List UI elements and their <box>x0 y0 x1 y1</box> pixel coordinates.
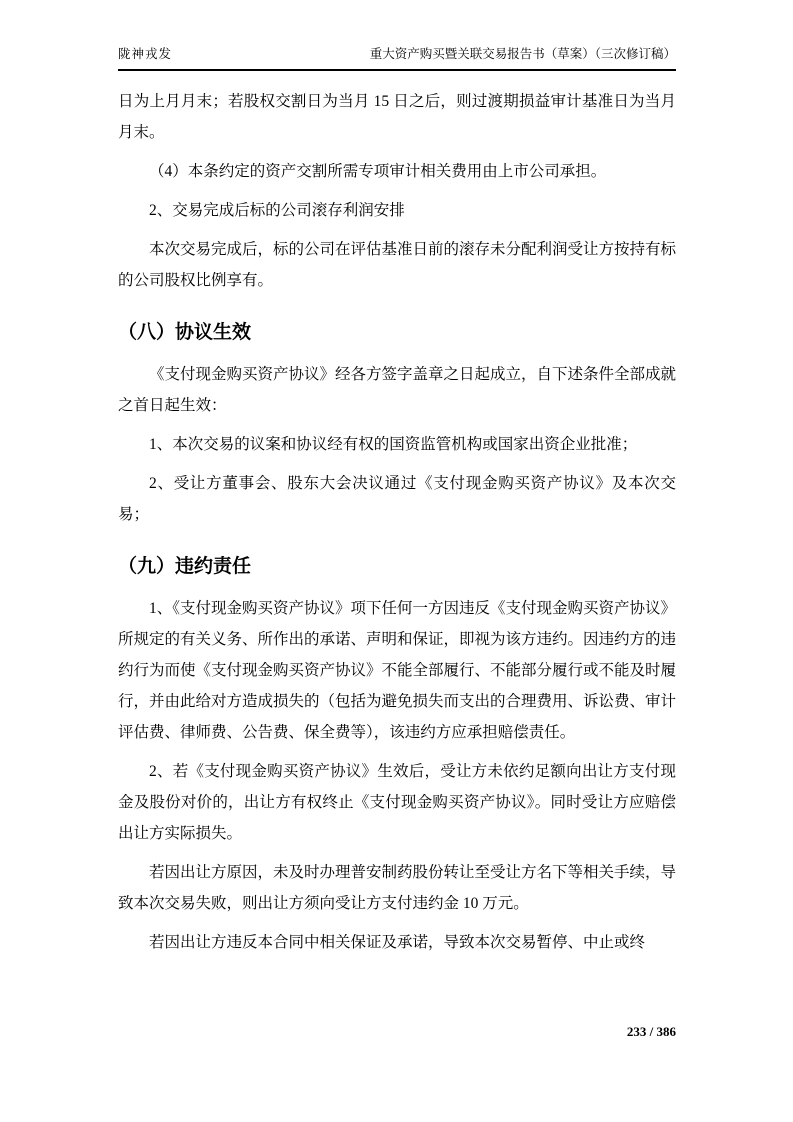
paragraph: 2、受让方董事会、股东大会决议通过《支付现金购买资产协议》及本次交易； <box>118 475 676 523</box>
page-header <box>118 46 676 71</box>
section-heading: （八）协议生效 <box>118 322 252 343</box>
header-company-name: 陇神戎发 <box>118 47 173 61</box>
paragraph: 1、《支付现金购买资产协议》项下任何一方因违反《支付现金购买资产协议》所规定的有关义务、所作出的承诺、声明和保证，即视为该方违约。因违约方的违约行为而使《支付现金购买资产协议》不能全部履行、不能部分履行或不能及时履行，并由此给对方造成损失的（包括为避免损失而支出的合理费用、诉讼费、审计评估费、律师费、公告费、保全费等），该违约方应承担赔偿责任。 <box>118 600 677 741</box>
paragraph: （4）本条约定的资产交割所需专项审计相关费用由上市公司承担。 <box>149 163 607 180</box>
paragraph: 若因出让方原因，未及时办理普安制药股份转让至受让方名下等相关手续，导致本次交易失败，则出让方须向受让方支付违约金 10 万元。 <box>118 864 677 912</box>
paragraph: 《支付现金购买资产协议》经各方签字盖章之日起成立，自下述条件全部成就之首日起生效： <box>118 366 677 414</box>
page-number: 233 / 386 <box>626 1024 676 1039</box>
paragraph: 2、交易完成后标的公司滚存利润安排 <box>149 202 405 219</box>
paragraph: 2、若《支付现金购买资产协议》生效后，受让方未依约足额向出让方支付现金及股份对价的，出让方有权终止《支付现金购买资产协议》。同时受让方应赔偿出让方实际损失。 <box>118 763 676 842</box>
header-document-title: 重大资产购买暨关联交易报告书（草案）（三次修订稿） <box>369 47 676 61</box>
document-body <box>118 86 676 966</box>
section-heading: （九）违约责任 <box>118 556 252 577</box>
paragraph: 日为上月月末；若股权交割日为当月 15 日之后，则过渡期损益审计基准日为当月月末。 <box>118 93 676 141</box>
paragraph: 若因出让方违反本合同中相关保证及承诺，导致本次交易暂停、中止或终 <box>149 934 646 951</box>
paragraph: 1、本次交易的议案和协议经有权的国资监管机构或国家出资企业批准； <box>149 436 638 453</box>
paragraph: 本次交易完成后，标的公司在评估基准日前的滚存未分配利润受让方按持有标的公司股权比例享有。 <box>118 241 677 289</box>
